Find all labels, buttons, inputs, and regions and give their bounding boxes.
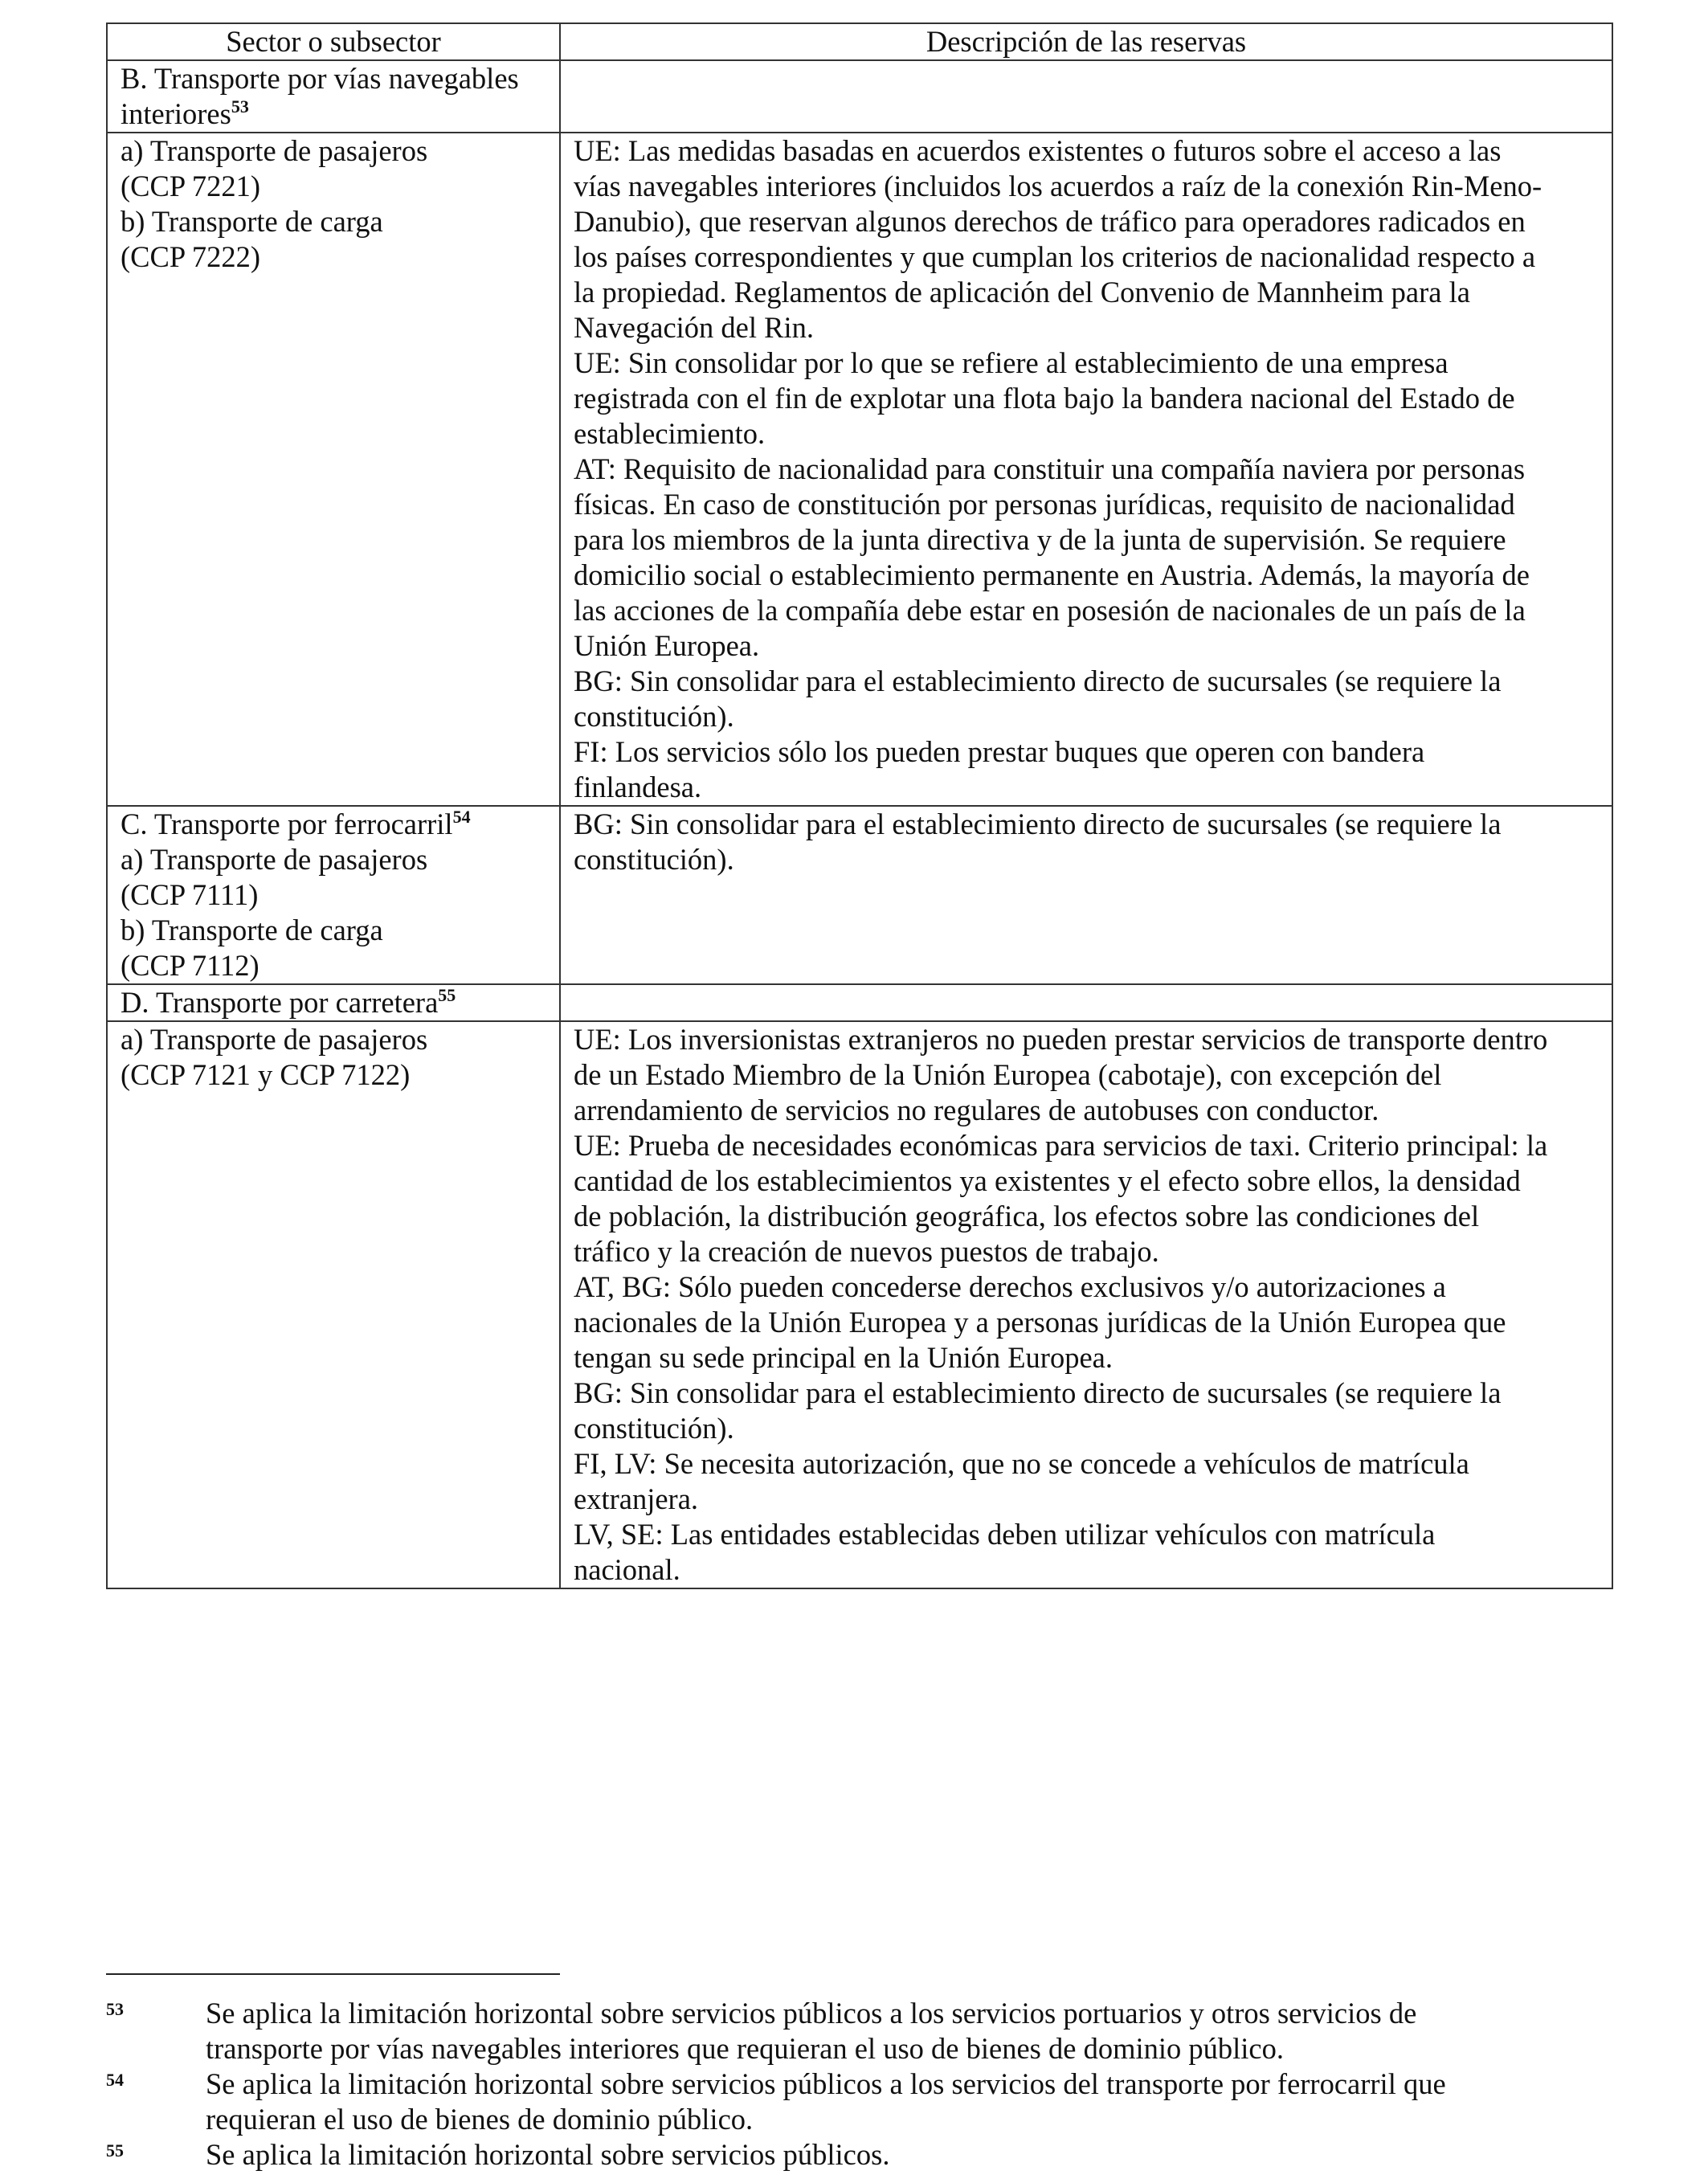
sector-cell (107, 984, 560, 1021)
description-line: las acciones de la compañía debe estar en posesión de nacionales de un país de la (574, 594, 1526, 627)
footnote-separator (106, 1973, 560, 1975)
reservations-table (106, 22, 1613, 1589)
description-line: nacional. (574, 1553, 680, 1586)
sector-line: b) Transporte de carga (121, 205, 383, 238)
footnote-text (206, 1996, 1612, 2066)
description-cell (560, 984, 1612, 1021)
sector-line: C. Transporte por ferrocarril (121, 807, 453, 840)
sector-line-with-footnote (121, 985, 551, 1020)
description-line: extranjera. (574, 1482, 699, 1515)
description-line: nacionales de la Unión Europea y a personas jurídicas de la Unión Europea que (574, 1306, 1506, 1339)
sector-line: b) Transporte de carga (121, 914, 383, 946)
description-line: tengan su sede principal en la Unión Europea. (574, 1341, 1113, 1374)
footnote-line: requieran el uso de bienes de dominio público. (206, 2103, 754, 2136)
description-cell (560, 60, 1612, 133)
footnote-ref[interactable]: 53 (231, 96, 249, 117)
footnotes (106, 1996, 1612, 2173)
sector-line: a) Transporte de pasajeros (121, 134, 428, 167)
sector-cell (107, 806, 560, 984)
table-row (107, 806, 1612, 984)
footnote-line: Se aplica la limitación horizontal sobre servicios públicos a los servicios portuarios y otros servicios de (206, 1997, 1417, 2030)
footnote-number: 55 (106, 2140, 124, 2161)
description-line: Unión Europea. (574, 629, 760, 662)
description-line: de un Estado Miembro de la Unión Europea (cabotaje), con excepción del (574, 1058, 1442, 1091)
header-sector: Sector o subsector (107, 23, 560, 60)
footnote-number: 53 (106, 1999, 124, 2019)
sector-line: D. Transporte por carretera (121, 986, 439, 1019)
sector-line: (CCP 7221) (121, 170, 261, 202)
sector-line: (CCP 7222) (121, 240, 261, 273)
table-header-row (107, 23, 1612, 60)
description-line: la propiedad. Reglamentos de aplicación del Convenio de Mannheim para la (574, 276, 1470, 309)
description-line: constitución). (574, 1412, 734, 1445)
description-line: UE: Las medidas basadas en acuerdos existentes o futuros sobre el acceso a las (574, 134, 1502, 167)
description-line: constitución). (574, 843, 734, 876)
description-cell (560, 1021, 1612, 1588)
description-line: para los miembros de la junta directiva y de la junta de supervisión. Se requiere (574, 523, 1506, 556)
description-line: cantidad de los establecimientos ya existentes y el efecto sobre ellos, la densidad (574, 1164, 1521, 1197)
footnote (106, 2137, 1612, 2173)
description-cell (560, 806, 1612, 984)
footnote-number: 54 (106, 2070, 124, 2090)
footnote-ref[interactable]: 55 (438, 985, 456, 1005)
description-line: establecimiento. (574, 417, 766, 450)
footnote (106, 2066, 1612, 2137)
sector-line: a) Transporte de pasajeros (121, 843, 428, 876)
description-line: Danubio), que reservan algunos derechos de tráfico para operadores radicados en (574, 205, 1526, 238)
description-line: UE: Sin consolidar por lo que se refiere al establecimiento de una empresa (574, 346, 1449, 379)
table-row (107, 60, 1612, 133)
footnote-text (206, 2066, 1612, 2137)
footnote-line: Se aplica la limitación horizontal sobre servicios públicos a los servicios del transporte por ferrocarril que (206, 2067, 1446, 2100)
sector-line: (CCP 7121 y CCP 7122) (121, 1058, 411, 1091)
description-line: registrada con el fin de explotar una flota bajo la bandera nacional del Estado de (574, 382, 1515, 415)
description-line: finlandesa. (574, 771, 702, 803)
sector-line: (CCP 7111) (121, 878, 259, 911)
description-line: arrendamiento de servicios no regulares de autobuses con conductor. (574, 1094, 1379, 1126)
description-line: AT, BG: Sólo pueden concederse derechos exclusivos y/o autorizaciones a (574, 1270, 1446, 1303)
description-line: BG: Sin consolidar para el establecimiento directo de sucursales (se requiere la (574, 664, 1502, 697)
sector-line-with-footnote (121, 96, 551, 132)
sector-line-with-footnote (121, 807, 551, 842)
sector-line: interiores (121, 97, 231, 130)
description-line: UE: Prueba de necesidades económicas para servicios de taxi. Criterio principal: la (574, 1129, 1548, 1162)
footnote-line: Se aplica la limitación horizontal sobre servicios públicos. (206, 2138, 890, 2171)
description-line: físicas. En caso de constitución por personas jurídicas, requisito de nacionalidad (574, 488, 1515, 521)
description-line: FI, LV: Se necesita autorización, que no se concede a vehículos de matrícula (574, 1447, 1469, 1480)
description-line: BG: Sin consolidar para el establecimiento directo de sucursales (se requiere la (574, 1376, 1502, 1409)
description-line: vías navegables interiores (incluidos los acuerdos a raíz de la conexión Rin-Meno- (574, 170, 1543, 202)
description-line: UE: Los inversionistas extranjeros no pueden prestar servicios de transporte dentro (574, 1023, 1548, 1056)
sector-line: a) Transporte de pasajeros (121, 1023, 428, 1056)
description-line: FI: Los servicios sólo los pueden prestar buques que operen con bandera (574, 735, 1425, 768)
description-line: constitución). (574, 700, 734, 733)
footnote-ref[interactable]: 54 (452, 807, 471, 827)
sector-line: B. Transporte por vías navegables (121, 62, 519, 95)
sector-cell (107, 1021, 560, 1588)
sector-cell (107, 60, 560, 133)
description-line: tráfico y la creación de nuevos puestos de trabajo. (574, 1235, 1159, 1268)
table-row (107, 133, 1612, 806)
description-line: BG: Sin consolidar para el establecimiento directo de sucursales (se requiere la (574, 807, 1502, 840)
description-line: domicilio social o establecimiento permanente en Austria. Además, la mayoría de (574, 558, 1530, 591)
table-row (107, 984, 1612, 1021)
sector-cell (107, 133, 560, 806)
header-description: Descripción de las reservas (560, 23, 1612, 60)
sector-line: (CCP 7112) (121, 949, 259, 982)
description-line: LV, SE: Las entidades establecidas deben utilizar vehículos con matrícula (574, 1518, 1436, 1551)
description-line: AT: Requisito de nacionalidad para constituir una compañía naviera por personas (574, 452, 1526, 485)
footnote-text (206, 2137, 1612, 2173)
footnote (106, 1996, 1612, 2066)
description-line: Navegación del Rin. (574, 311, 815, 344)
table-row (107, 1021, 1612, 1588)
description-line: de población, la distribución geográfica, los efectos sobre las condiciones del (574, 1200, 1480, 1233)
description-line: los países correspondientes y que cumplan los criterios de nacionalidad respecto a (574, 240, 1536, 273)
footnote-line: transporte por vías navegables interiores que requieran el uso de bienes de dominio público. (206, 2032, 1284, 2065)
description-cell (560, 133, 1612, 806)
